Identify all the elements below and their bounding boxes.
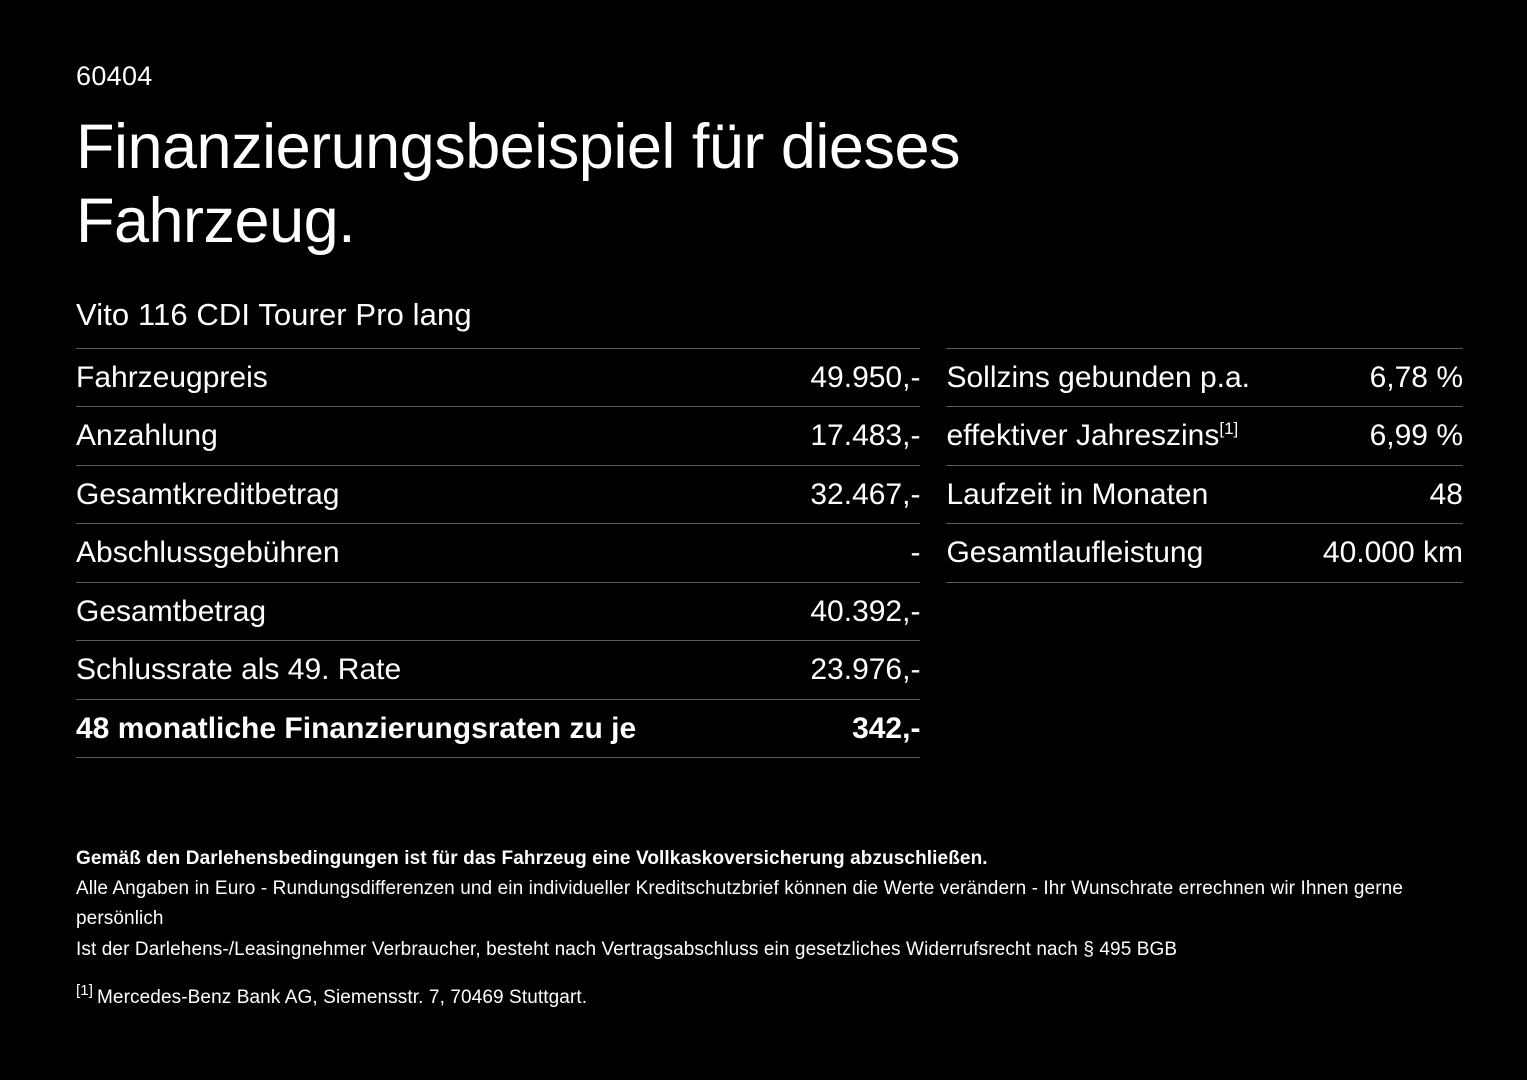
table-row-total	[76, 699, 920, 758]
row-label: Schlussrate als 49. Rate	[76, 641, 782, 700]
table-row	[76, 348, 920, 407]
table-row	[76, 524, 920, 583]
row-label-text: effektiver Jahreszins	[946, 419, 1220, 453]
page-title: Finanzierungsbeispiel für dieses Fahrzeug.	[76, 111, 960, 257]
vehicle-model-name: Vito 116 CDI Tourer Pro lang	[76, 297, 472, 333]
row-label: Abschlussgebühren	[76, 524, 782, 583]
table-row	[76, 582, 920, 641]
row-label: Gesamtkreditbetrag	[76, 465, 782, 524]
table-row	[76, 465, 920, 524]
note-insurance-requirement: Gemäß den Darlehensbedingungen ist für das Fahrzeug eine Vollkaskoversicherung abzuschließen.	[76, 848, 988, 869]
row-value: -	[782, 524, 921, 583]
finance-table-left	[76, 348, 920, 759]
row-value: 23.976,-	[782, 641, 921, 700]
row-value: 40.392,-	[782, 582, 921, 641]
row-value: 342,-	[782, 699, 921, 758]
row-label: 48 monatliche Finanzierungsraten zu je	[76, 699, 782, 758]
row-value: 32.467,-	[782, 465, 921, 524]
row-label: Sollzins gebunden p.a.	[946, 348, 1299, 407]
table-row	[76, 407, 920, 466]
legal-notes	[76, 845, 1456, 1012]
reference-number: 60404	[76, 61, 153, 91]
footnote-text: Mercedes-Benz Bank AG, Siemensstr. 7, 70469 Stuttgart.	[96, 986, 588, 1008]
row-value: 6,99 %	[1300, 407, 1463, 466]
table-row	[946, 407, 1463, 466]
row-value: 17.483,-	[782, 407, 921, 466]
row-label: Laufzeit in Monaten	[946, 465, 1299, 524]
note-currency-disclaimer: Alle Angaben in Euro - Rundungsdifferenzen und ein individueller Kreditschutzbrief können die Werte verändern - Ihr Wunschrate errechnen wir Ihnen gerne persönlich	[76, 877, 1403, 930]
footnote-marker: [1]	[76, 982, 93, 1000]
row-value: 6,78 %	[1300, 348, 1463, 407]
footnote-marker: [1]	[1219, 419, 1239, 439]
row-value: 40.000 km	[1300, 524, 1463, 583]
footnote-bank-address	[76, 984, 1456, 1013]
table-row	[76, 641, 920, 700]
table-row	[946, 348, 1463, 407]
row-label	[946, 407, 1299, 466]
row-label: Gesamtbetrag	[76, 582, 782, 641]
finance-table-right	[946, 348, 1463, 583]
note-withdrawal-right: Ist der Darlehens-/Leasingnehmer Verbraucher, besteht nach Vertragsabschluss ein gesetzliches Widerrufsrecht nach § 495 BGB	[76, 939, 1178, 961]
table-row	[946, 465, 1463, 524]
row-value: 49.950,-	[782, 348, 921, 407]
row-label: Gesamtlaufleistung	[946, 524, 1299, 583]
row-value: 48	[1300, 465, 1463, 524]
finance-tables	[76, 348, 1463, 759]
row-label: Anzahlung	[76, 407, 782, 466]
table-row	[946, 524, 1463, 583]
row-label: Fahrzeugpreis	[76, 348, 782, 407]
